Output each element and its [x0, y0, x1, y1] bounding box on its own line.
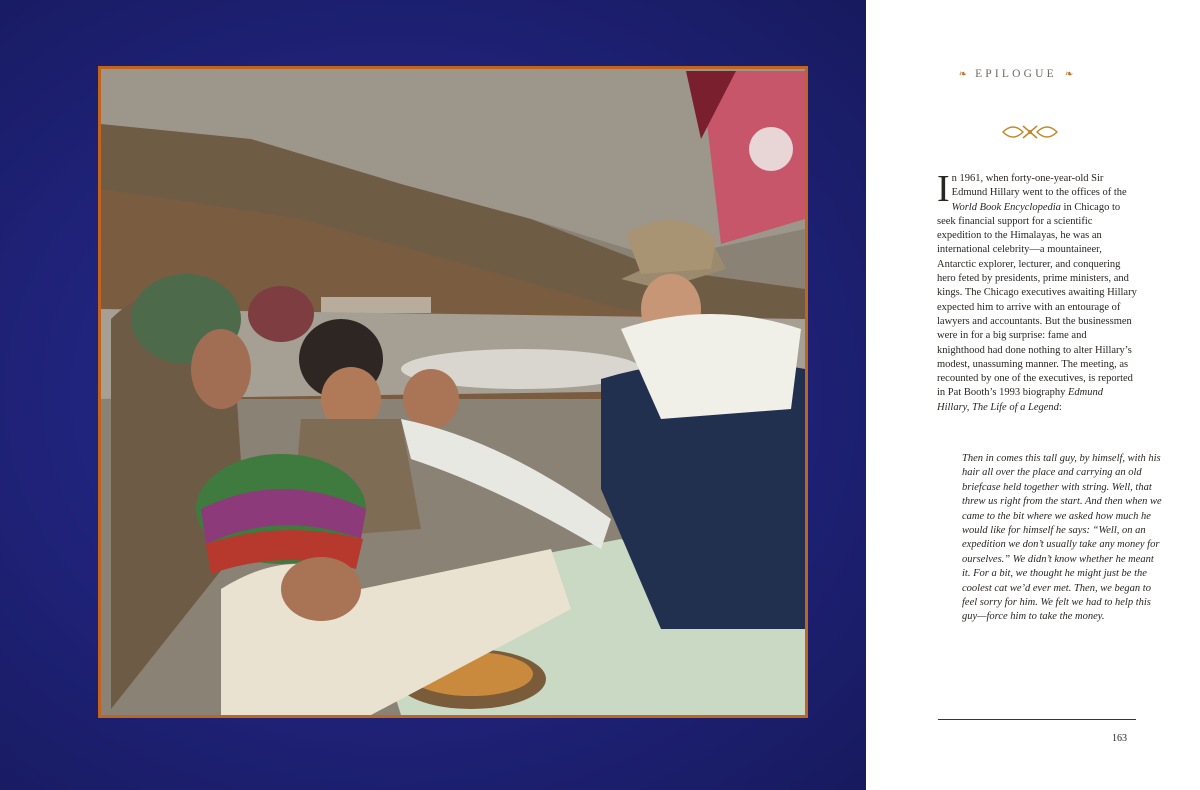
- body-text-mid: in Chicago to seek financial support for a scientific expedition to the Himalayas, he was an international celebrity—a mountaineer, Antarctic explorer, lecturer, and conquering hero feted by presidents, prime ministers, and kings. The Chicago executives awaiting Hillary expected him to arrive with an entourage of lawyers and accountants. But the businessmen were in for a big surprise: fame and knighthood had done nothing to alter Hillary’s modest, unassuming manner. The meeting, as recounted by one of the executives, is reported in Pat Booth’s 1993 biography: [937, 201, 1137, 399]
- drop-cap: I: [937, 168, 950, 210]
- photograph: [98, 66, 808, 718]
- block-quote: Then in comes this tall guy, by himself, with his hair all over the place and carrying an old briefcase held together with string. Well, that threw us right from the start. And then when we came to the bit where we asked how much he would like for himself he says: “Well, on an expedition we don’t usually take any money for ourselves.” We didn’t know whether he meant it. For a bit, we thought he might just be the coolest cat we’d ever met. Then, we began to feel sorry for him. We felt we had to help this guy—force him to take the money.: [962, 453, 1162, 623]
- body-text-start: n 1961, when forty-one-year-old Sir Edmund Hillary went to the offices of the: [951, 173, 1127, 199]
- photograph-illustration: [101, 69, 805, 715]
- running-head-text: EPILOGUE: [975, 68, 1057, 80]
- village-buildings: [321, 297, 431, 313]
- body-text-end: :: [1058, 401, 1062, 413]
- flag-sun-emblem: [749, 127, 793, 171]
- ornament-left-icon: ❧: [958, 69, 968, 80]
- child-praying: [403, 369, 459, 429]
- child-left-face: [191, 329, 251, 409]
- running-head: [866, 68, 1166, 80]
- body-paragraph: [937, 168, 1137, 415]
- maroon-cap: [248, 286, 314, 342]
- book-title-world-book: World Book Encyclopedia: [951, 201, 1061, 213]
- ornament-right-icon: ❧: [1064, 69, 1074, 80]
- footer-rule: [938, 719, 1136, 720]
- book-title-biography: Edmund Hillary, The Life of a Legend: [937, 387, 1103, 413]
- decorative-flourish-icon: [999, 120, 1061, 144]
- page-number: 163: [1112, 733, 1127, 744]
- child-front-face: [281, 557, 361, 621]
- right-page: [866, 0, 1200, 790]
